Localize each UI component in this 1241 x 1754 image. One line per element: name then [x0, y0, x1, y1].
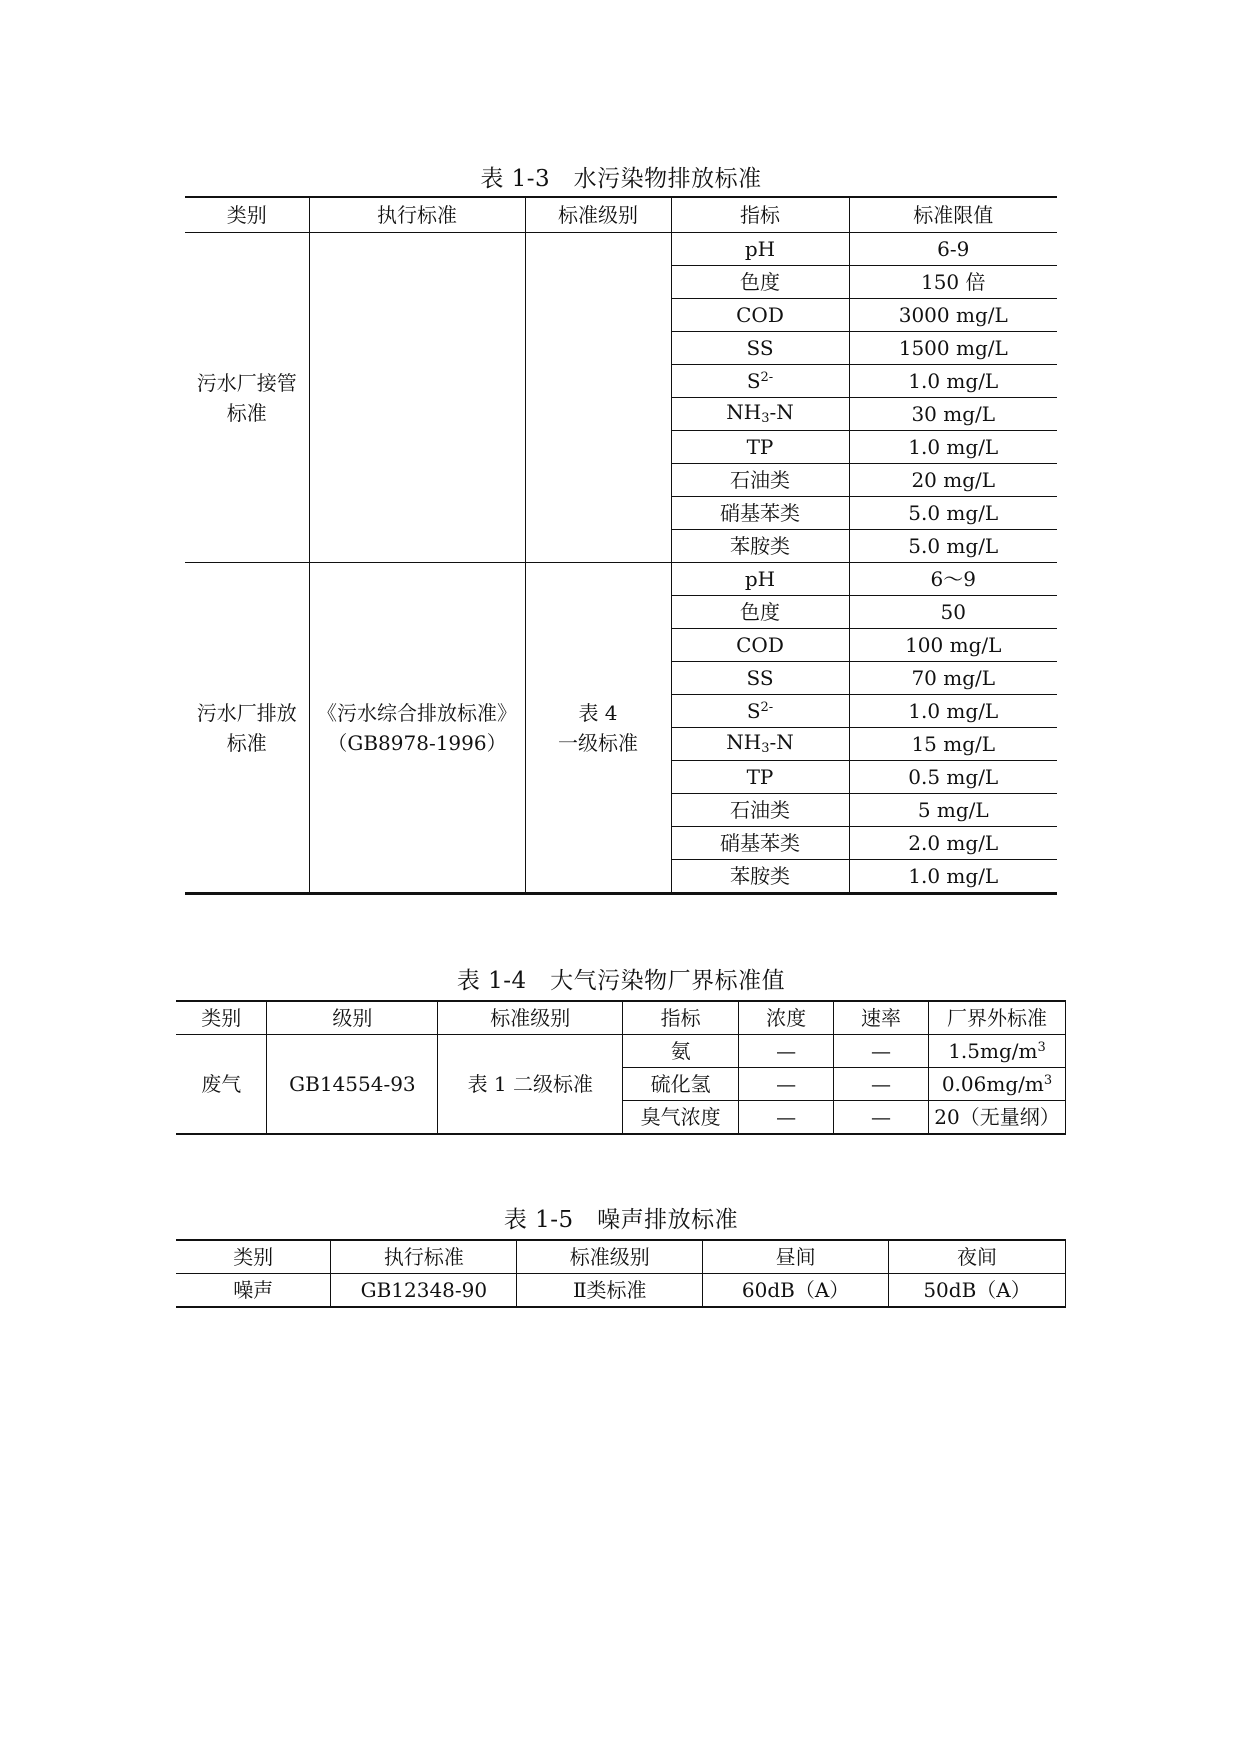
- cell-indicator: [671, 761, 849, 794]
- indicator-text: NH: [726, 400, 762, 425]
- cell-grade: GB14554-93: [267, 1035, 438, 1135]
- cell-nighttime: 50dB（A）: [889, 1274, 1066, 1308]
- cell-boundary-limit: [928, 1068, 1065, 1101]
- cell-limit: 15 mg/L: [849, 728, 1057, 761]
- cell-limit: 2.0 mg/L: [849, 827, 1057, 860]
- header-indicator: 指标: [623, 1001, 739, 1035]
- cell-limit: 1.0 mg/L: [849, 431, 1057, 464]
- cell-limit: 70 mg/L: [849, 662, 1057, 695]
- cell-indicator: [671, 629, 849, 662]
- cell-limit: 0.5 mg/L: [849, 761, 1057, 794]
- cell-level: [525, 563, 671, 894]
- table-row: [176, 1035, 1066, 1068]
- header-boundary-limit: 厂界外标准: [928, 1001, 1065, 1035]
- header-level: 标准级别: [438, 1001, 623, 1035]
- category-text: 污水厂接管标准: [196, 370, 297, 425]
- indicator-text: TP: [746, 434, 774, 459]
- cell-indicator: [671, 464, 849, 497]
- cell-indicator: [671, 695, 849, 728]
- indicator-text: SS: [746, 335, 774, 360]
- header-rate: 速率: [834, 1001, 929, 1035]
- cell-category: [185, 233, 309, 563]
- header-grade: 级别: [267, 1001, 438, 1035]
- cell-limit: 1.0 mg/L: [849, 860, 1057, 894]
- indicator-tail: -N: [769, 730, 794, 755]
- table-1-3-caption: 表 1-3 水污染物排放标准: [480, 166, 762, 192]
- indicator-text: COD: [736, 302, 784, 327]
- header-standard: 执行标准: [309, 197, 525, 233]
- indicator-text: 色度: [740, 599, 780, 624]
- cell-limit: 50: [849, 596, 1057, 629]
- indicator-text: 硝基苯类: [720, 830, 800, 855]
- header-category: 类别: [185, 197, 309, 233]
- indicator-text: 石油类: [730, 797, 790, 822]
- cell-level: 表 1 二级标准: [438, 1035, 623, 1135]
- header-category: 类别: [176, 1240, 331, 1274]
- cell-rate: —: [834, 1101, 929, 1135]
- indicator-subscript: 3: [761, 741, 770, 757]
- indicator-text: COD: [736, 632, 784, 657]
- header-limit: 标准限值: [849, 197, 1057, 233]
- cell-boundary-limit: [928, 1101, 1065, 1135]
- header-standard: 执行标准: [331, 1240, 517, 1274]
- air-pollutant-table: [176, 1000, 1066, 1135]
- indicator-superscript: 2-: [760, 699, 774, 715]
- limit-superscript: 3: [1037, 1039, 1046, 1055]
- cell-level: Ⅱ类标准: [517, 1274, 703, 1308]
- cell-limit: 5 mg/L: [849, 794, 1057, 827]
- cell-rate: —: [834, 1068, 929, 1101]
- level-table: 表 4: [578, 700, 618, 725]
- level-grade: 一级标准: [558, 730, 638, 755]
- header-level: 标准级别: [525, 197, 671, 233]
- cell-concentration: —: [739, 1068, 834, 1101]
- cell-indicator: [671, 497, 849, 530]
- indicator-text: SS: [746, 665, 774, 690]
- indicator-subscript: 3: [761, 411, 770, 427]
- cell-indicator: [671, 596, 849, 629]
- indicator-text: 色度: [740, 269, 780, 294]
- cell-category: [185, 563, 309, 894]
- cell-limit: 20 mg/L: [849, 464, 1057, 497]
- cell-standard: [309, 563, 525, 894]
- indicator-text: NH: [726, 730, 762, 755]
- cell-indicator: [671, 332, 849, 365]
- limit-text: 0.06mg/m: [941, 1071, 1044, 1096]
- cell-limit: 100 mg/L: [849, 629, 1057, 662]
- cell-indicator: [671, 827, 849, 860]
- cell-limit: 6～9: [849, 563, 1057, 596]
- table-1-4-caption: 表 1-4 大气污染物厂界标准值: [456, 968, 786, 994]
- table-row: [185, 563, 1057, 596]
- cell-concentration: —: [739, 1101, 834, 1135]
- indicator-text: S: [746, 698, 761, 723]
- header-nighttime: 夜间: [889, 1240, 1066, 1274]
- limit-text: 1.5mg/m: [948, 1038, 1038, 1063]
- indicator-text: 苯胺类: [730, 863, 790, 888]
- limit-superscript: 3: [1043, 1072, 1053, 1088]
- cell-indicator: [671, 563, 849, 596]
- cell-indicator: [671, 728, 849, 761]
- cell-indicator: 硫化氢: [623, 1068, 739, 1101]
- category-text: 污水厂排放标准: [196, 700, 297, 755]
- header-daytime: 昼间: [703, 1240, 889, 1274]
- table-header-row: [176, 1001, 1066, 1035]
- cell-indicator: [671, 266, 849, 299]
- water-pollutant-table: [185, 196, 1057, 895]
- cell-concentration: —: [739, 1035, 834, 1068]
- cell-indicator: [671, 398, 849, 431]
- indicator-superscript: 2-: [760, 369, 774, 385]
- indicator-text: 石油类: [730, 467, 790, 492]
- indicator-text: 硝基苯类: [720, 500, 800, 525]
- cell-level: [525, 233, 671, 563]
- indicator-tail: -N: [769, 400, 794, 425]
- noise-standard-table: [176, 1239, 1066, 1308]
- header-level: 标准级别: [517, 1240, 703, 1274]
- cell-limit: 5.0 mg/L: [849, 497, 1057, 530]
- cell-limit: 1.0 mg/L: [849, 365, 1057, 398]
- indicator-text: pH: [744, 236, 776, 261]
- standard-name: 《污水综合排放标准》: [317, 700, 517, 725]
- cell-limit: 6-9: [849, 233, 1057, 266]
- indicator-text: 苯胺类: [730, 533, 790, 558]
- cell-standard: [309, 233, 525, 563]
- cell-limit: 1.0 mg/L: [849, 695, 1057, 728]
- standard-code: （GB8978-1996）: [327, 730, 507, 755]
- cell-indicator: 氨: [623, 1035, 739, 1068]
- cell-indicator: [671, 431, 849, 464]
- table-body: [176, 1035, 1066, 1135]
- table-1-5-caption: 表 1-5 噪声排放标准: [503, 1207, 739, 1233]
- cell-daytime: 60dB（A）: [703, 1274, 889, 1308]
- cell-boundary-limit: [928, 1035, 1065, 1068]
- table-body: [185, 233, 1057, 894]
- table-header-row: [185, 197, 1057, 233]
- cell-indicator: [671, 365, 849, 398]
- indicator-text: S: [746, 368, 761, 393]
- cell-indicator: 臭气浓度: [623, 1101, 739, 1135]
- cell-rate: —: [834, 1035, 929, 1068]
- header-indicator: 指标: [671, 197, 849, 233]
- cell-limit: 30 mg/L: [849, 398, 1057, 431]
- cell-standard: GB12348-90: [331, 1274, 517, 1308]
- cell-limit: 1500 mg/L: [849, 332, 1057, 365]
- header-category: 类别: [176, 1001, 267, 1035]
- cell-limit: 5.0 mg/L: [849, 530, 1057, 563]
- limit-text: 20（无量纲）: [934, 1104, 1060, 1129]
- cell-category: 噪声: [176, 1274, 331, 1308]
- header-concentration: 浓度: [739, 1001, 834, 1035]
- table-header-row: [176, 1240, 1066, 1274]
- cell-indicator: [671, 299, 849, 332]
- indicator-text: pH: [744, 566, 776, 591]
- cell-indicator: [671, 233, 849, 266]
- cell-indicator: [671, 860, 849, 894]
- cell-category: 废气: [176, 1035, 267, 1135]
- indicator-text: TP: [746, 764, 774, 789]
- cell-limit: 3000 mg/L: [849, 299, 1057, 332]
- cell-indicator: [671, 662, 849, 695]
- cell-limit: 150 倍: [849, 266, 1057, 299]
- cell-indicator: [671, 530, 849, 563]
- table-row: [176, 1274, 1066, 1308]
- table-row: [185, 233, 1057, 266]
- cell-indicator: [671, 794, 849, 827]
